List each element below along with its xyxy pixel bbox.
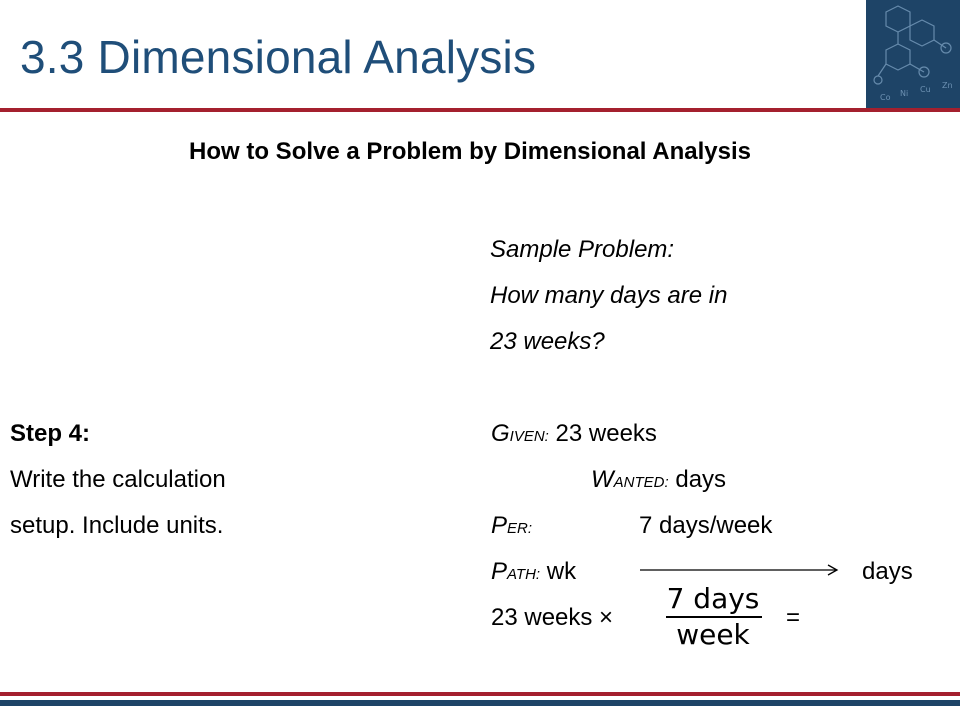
svg-text:Cu: Cu bbox=[920, 85, 931, 94]
calc-equals: = bbox=[786, 604, 801, 631]
step-text-line2: setup. Include units. bbox=[10, 512, 224, 539]
slide-subtitle: How to Solve a Problem by Dimensional Analysis bbox=[189, 138, 751, 165]
svg-text:Co: Co bbox=[880, 93, 891, 102]
sample-problem-question-line1: How many days are in bbox=[490, 282, 728, 309]
path-to: days bbox=[862, 558, 913, 585]
step-text-line1: Write the calculation bbox=[10, 466, 226, 493]
given-value: 23 weeks bbox=[555, 420, 657, 447]
fraction-numerator: 7 days bbox=[666, 582, 760, 615]
path-arrow-icon bbox=[638, 560, 848, 580]
conversion-fraction bbox=[658, 584, 768, 650]
per-label-rest: ER: bbox=[507, 520, 533, 537]
sample-problem-question-line2: 23 weeks? bbox=[490, 328, 605, 355]
step-heading: Step 4: bbox=[10, 420, 91, 447]
footer-red-rule bbox=[0, 692, 960, 696]
wanted-label-rest: ANTED: bbox=[613, 474, 669, 491]
calc-lhs: 23 weeks × bbox=[491, 604, 614, 631]
given-row bbox=[491, 420, 657, 448]
fraction-denominator: week bbox=[676, 618, 750, 651]
path-row bbox=[491, 558, 576, 586]
molecule-corner-graphic bbox=[866, 0, 960, 110]
path-from: wk bbox=[546, 558, 577, 585]
given-label-cap: G bbox=[491, 420, 510, 447]
header-divider bbox=[0, 108, 960, 112]
footer-blue-rule bbox=[0, 700, 960, 706]
wanted-value: days bbox=[675, 466, 727, 493]
per-value: 7 days/week bbox=[639, 512, 773, 539]
path-label-rest: ATH: bbox=[507, 566, 541, 583]
per-label-cap: P bbox=[491, 512, 508, 539]
svg-text:Zn: Zn bbox=[942, 81, 953, 90]
path-label-cap: P bbox=[491, 558, 508, 585]
slide-title: 3.3 Dimensional Analysis bbox=[20, 31, 537, 83]
given-label-rest: IVEN: bbox=[509, 428, 549, 445]
wanted-row bbox=[591, 466, 726, 494]
wanted-label-cap: W bbox=[591, 466, 614, 493]
per-row bbox=[491, 512, 532, 540]
svg-text:Ni: Ni bbox=[900, 89, 909, 98]
sample-problem-label: Sample Problem: bbox=[490, 236, 675, 263]
